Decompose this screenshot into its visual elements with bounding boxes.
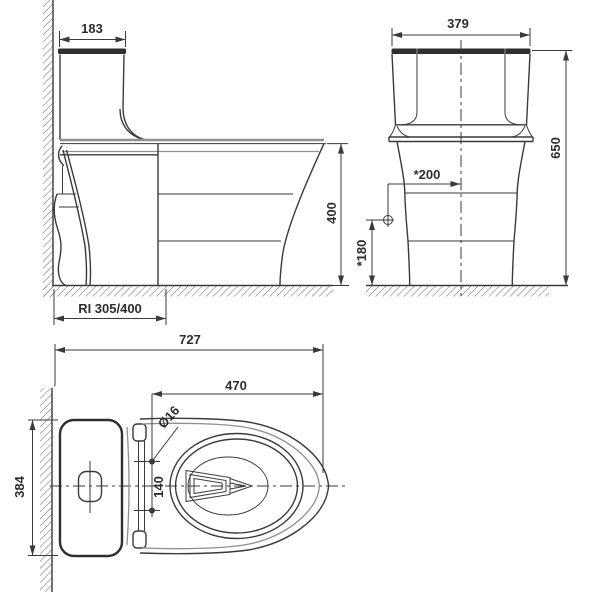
dim-rough-in-label: RI 305/400 xyxy=(78,301,142,316)
wall-hatch-plan xyxy=(40,388,52,592)
dim-total-height-label: 650 xyxy=(548,137,563,159)
dim-total-length-label: 727 xyxy=(179,332,201,347)
tank-lid-side xyxy=(58,49,126,55)
dim-hole-spacing-label: 140 xyxy=(151,476,166,498)
hole-marker-bottom xyxy=(149,508,155,514)
dim-bowl-height-label: 400 xyxy=(324,202,339,224)
dim-supply-height-label: *180 xyxy=(354,239,369,267)
dim-seat-length-label: 470 xyxy=(225,378,247,393)
dim-supply-offset-label: *200 xyxy=(413,167,441,182)
dim-total-width-label: 384 xyxy=(12,476,27,498)
dim-width-front-label: 379 xyxy=(447,16,469,31)
floor-hatch-front xyxy=(366,286,549,297)
hole-marker-top xyxy=(149,459,155,465)
dim-tank-depth-label: 183 xyxy=(81,21,103,36)
floor-hatch xyxy=(43,286,333,297)
wall-hatch xyxy=(43,0,53,297)
dim-hole-diameter-label: Ø16 xyxy=(154,402,183,432)
